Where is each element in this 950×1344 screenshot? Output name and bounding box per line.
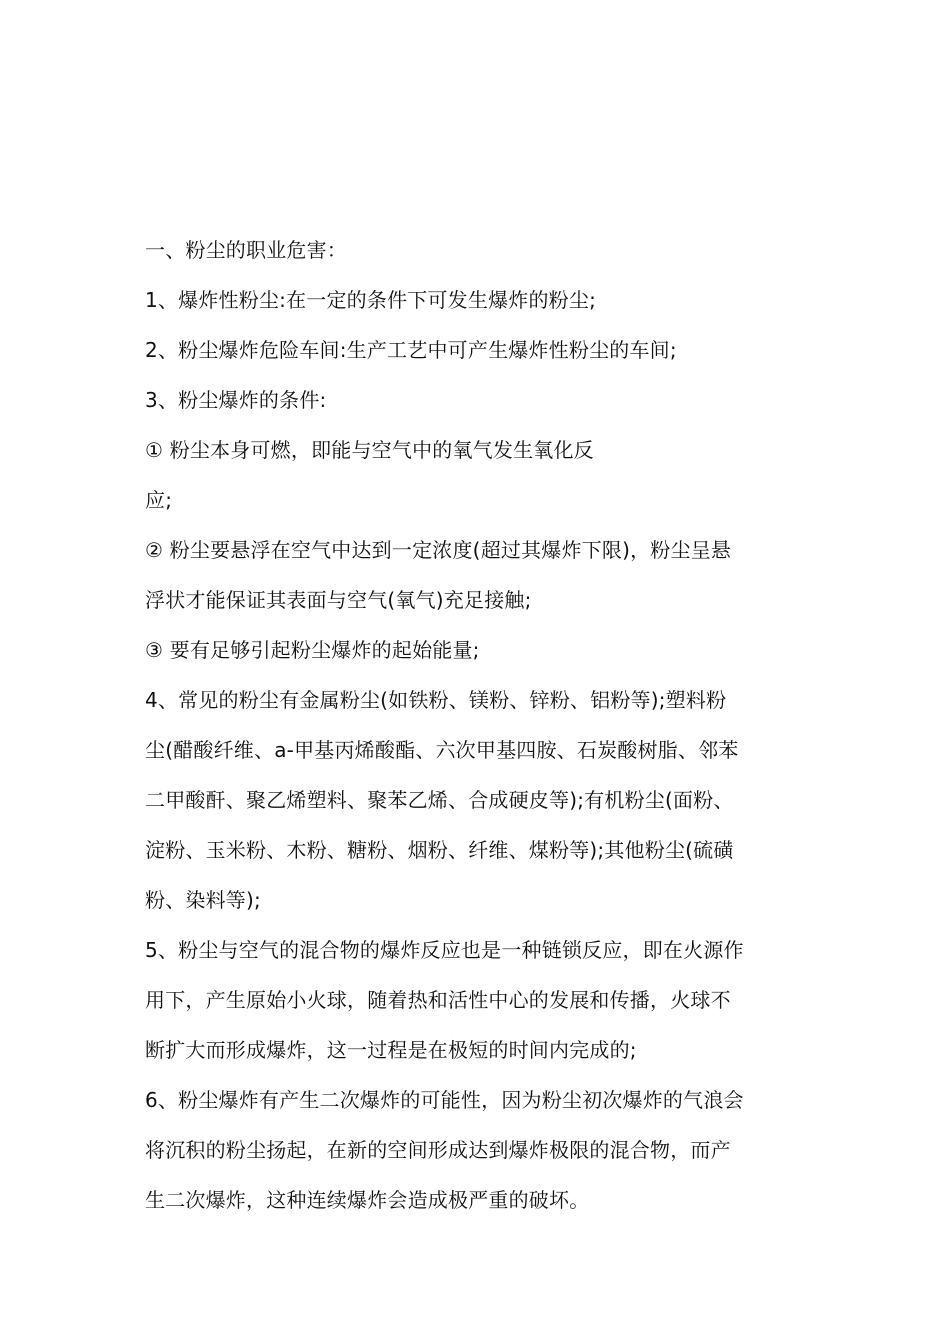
text-line: 5、粉尘与空气的混合物的爆炸反应也是一种链锁反应，即在火源作 — [145, 938, 744, 962]
text-line: 将沉积的粉尘扬起，在新的空间形成达到爆炸极限的混合物，而产 — [145, 1138, 731, 1162]
text-line: 生二次爆炸，这种连续爆炸会造成极严重的破坏。 — [145, 1188, 590, 1212]
text-line: ② 粉尘要悬浮在空气中达到一定浓度(超过其爆炸下限)，粉尘呈悬 — [145, 538, 732, 562]
text-line: 应; — [145, 488, 173, 512]
text-line: 6、粉尘爆炸有产生二次爆炸的可能性，因为粉尘初次爆炸的气浪会 — [145, 1088, 744, 1112]
section-heading: 一、粉尘的职业危害： — [145, 238, 347, 262]
text-line: 4、常见的粉尘有金属粉尘(如铁粉、镁粉、锌粉、铝粉等);塑料粉 — [145, 688, 727, 712]
document-body — [145, 225, 815, 1225]
text-line: 用下，产生原始小火球，随着热和活性中心的发展和传播，火球不 — [145, 988, 731, 1012]
text-line: 2、粉尘爆炸危险车间:生产工艺中可产生爆炸性粉尘的车间; — [145, 338, 677, 362]
text-line: 尘(醋酸纤维、a-甲基丙烯酸酯、六次甲基四胺、石炭酸树脂、邻苯 — [145, 738, 739, 762]
text-line: 3、粉尘爆炸的条件: — [145, 388, 327, 412]
text-line: 断扩大而形成爆炸，这一过程是在极短的时间内完成的; — [145, 1038, 637, 1062]
text-line: 1、爆炸性粉尘:在一定的条件下可发生爆炸的粉尘; — [145, 288, 597, 312]
text-line: 二甲酸酐、聚乙烯塑料、聚苯乙烯、合成硬皮等);有机粉尘(面粉、 — [145, 788, 734, 812]
text-line: ③ 要有足够引起粉尘爆炸的起始能量; — [145, 638, 480, 662]
text-line: ① 粉尘本身可燃，即能与空气中的氧气发生氧化反 — [145, 438, 594, 462]
text-line: 淀粉、玉米粉、木粉、糖粉、烟粉、纤维、煤粉等);其他粉尘(硫磺 — [145, 838, 734, 862]
text-line: 粉、染料等); — [145, 888, 261, 912]
text-line: 浮状才能保证其表面与空气(氧气)充足接触; — [145, 588, 532, 612]
